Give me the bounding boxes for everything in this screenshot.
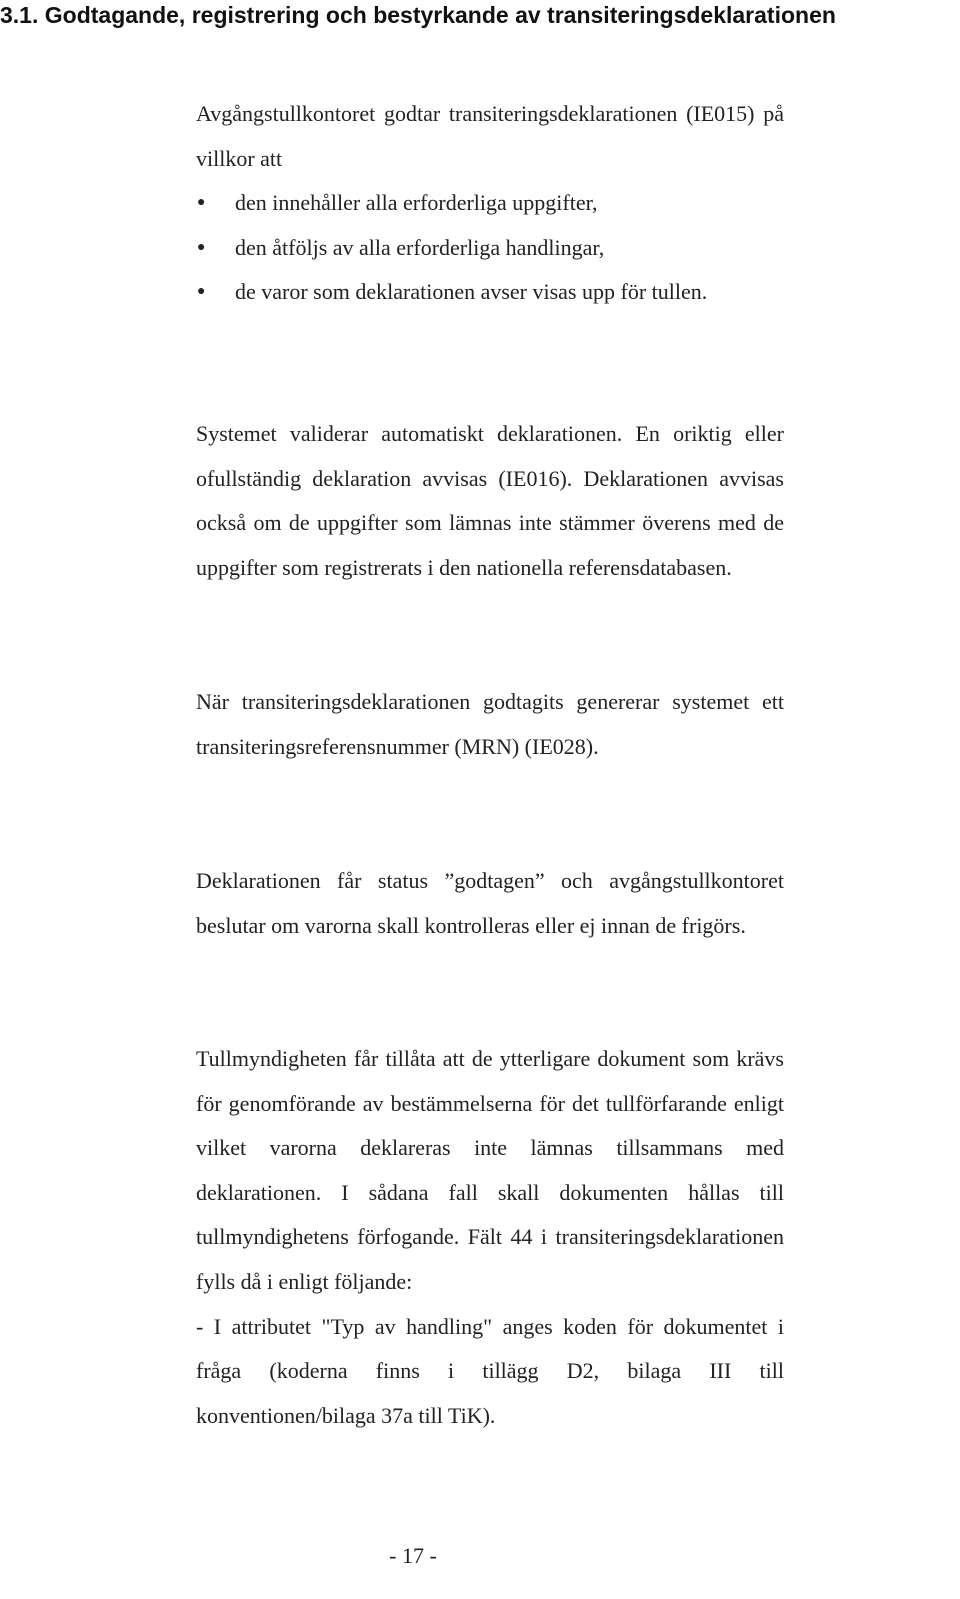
bullet-icon: ● (197, 239, 206, 255)
section-heading: 3.1. Godtagande, registrering och bestyrkande av transiteringsdeklarationen (0, 2, 836, 28)
validation-paragraph: Systemet validerar automatiskt deklarationen. En oriktig eller ofullständig deklaration avvisas (IE016). Deklarationen avvisas också om de uppgifter som lämnas inte stämmer överens med de uppgifter som registrerats i den nationella referensdatabasen. (196, 421, 784, 580)
list-item (196, 270, 784, 315)
list-item (196, 181, 784, 226)
condition-text: de varor som deklarationen avser visas upp för tullen. (235, 279, 708, 305)
bullet-icon: ● (197, 195, 206, 211)
conditions-list (196, 181, 784, 315)
mrn-paragraph: När transiteringsdeklarationen godtagits genererar systemet ett transiteringsreferensnummer (MRN) (IE028). (196, 689, 784, 759)
documents-section (196, 1037, 784, 1438)
condition-text: den innehåller alla erforderliga uppgifter, (235, 190, 598, 216)
status-paragraph: Deklarationen får status ”godtagen” och avgångstullkontoret beslutar om varorna skall kontrolleras eller ej innan de frigörs. (196, 868, 784, 938)
bullet-icon: ● (197, 284, 206, 300)
list-item (196, 226, 784, 271)
documents-list-item: - I attributet "Typ av handling" anges koden för dokumentet i fråga (koderna finns i tillägg D2, bilaga III till konventionen/bilaga 37a till TiK). (196, 1313, 784, 1428)
page-number: - 17 - (389, 1543, 437, 1568)
condition-text: den åtföljs av alla erforderliga handlingar, (235, 234, 605, 260)
acceptance-conditions (196, 92, 784, 315)
intro-paragraph: Avgångstullkontoret godtar transiteringsdeklarationen (IE015) på villkor att (196, 101, 784, 171)
documents-paragraph: Tullmyndigheten får tillåta att de ytterligare dokument som krävs för genomförande av bestämmelserna för det tullförfarande enligt vilket varorna deklareras inte lämnas tillsammans med deklarationen. I sådana fall skall dokumenten hållas till tullmyndighetens förfogande. Fält 44 i transiteringsdeklarationen fylls då i enligt följande: (196, 1046, 784, 1294)
